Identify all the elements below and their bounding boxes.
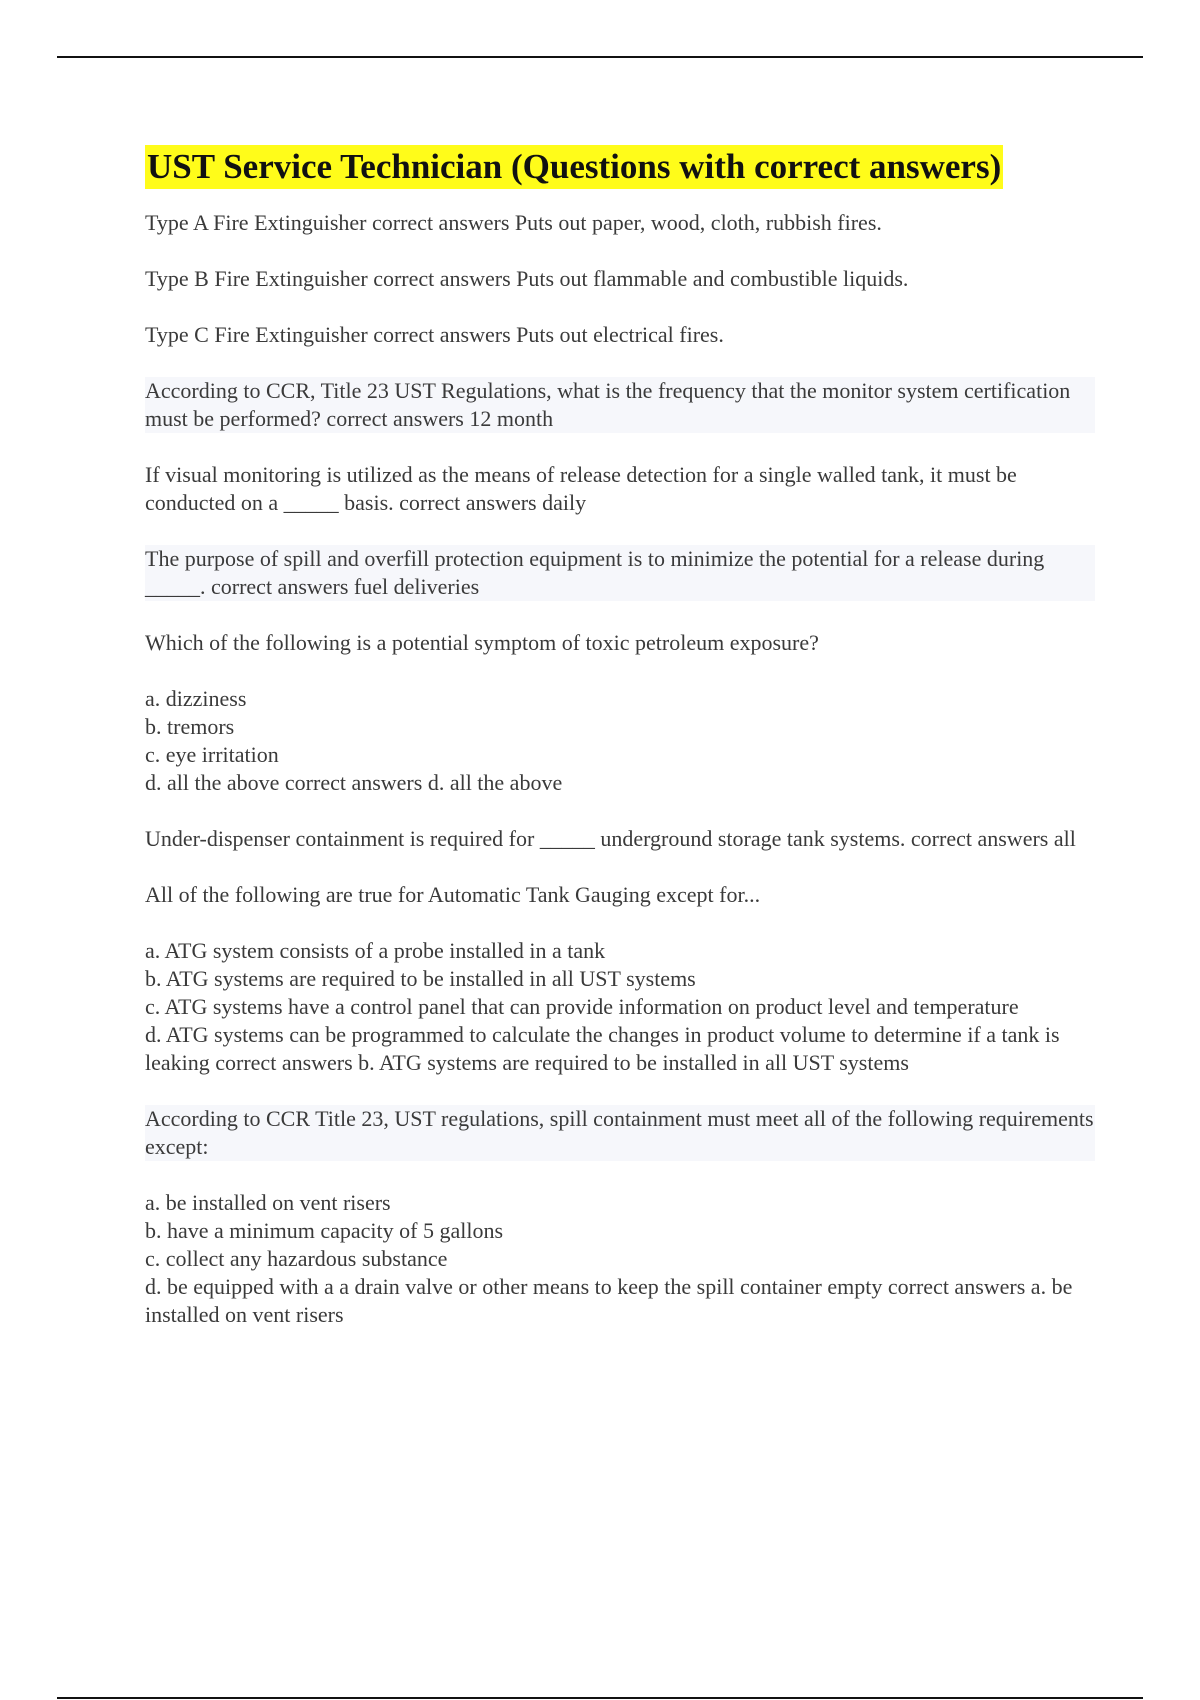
qa-option: c. ATG systems have a control panel that can provide information on product level and temperature xyxy=(145,994,1019,1019)
qa-text: The purpose of spill and overfill protection equipment is to minimize the potential for a release during _____. correct answers fuel deliveries xyxy=(145,545,1095,601)
qa-option: d. be equipped with a a drain valve or other means to keep the spill container empty correct answers a. be installed on vent risers xyxy=(145,1274,1073,1327)
qa-item-7 xyxy=(145,629,1095,797)
qa-question: Which of the following is a potential symptom of toxic petroleum exposure? xyxy=(145,630,819,655)
footer-rule xyxy=(57,1697,1143,1699)
qa-question: According to CCR Title 23, UST regulations, spill containment must meet all of the following requirements except: xyxy=(145,1106,1094,1159)
qa-text: Type A Fire Extinguisher correct answers Puts out paper, wood, cloth, rubbish fires. xyxy=(145,210,882,235)
qa-option: c. eye irritation xyxy=(145,742,279,767)
qa-item-8 xyxy=(145,825,1095,853)
qa-option: b. have a minimum capacity of 5 gallons xyxy=(145,1218,504,1243)
qa-item-3 xyxy=(145,321,1095,349)
qa-item-4 xyxy=(145,377,1095,433)
qa-option: a. be installed on vent risers xyxy=(145,1190,391,1215)
qa-text: Type B Fire Extinguisher correct answers Puts out flammable and combustible liquids. xyxy=(145,266,909,291)
qa-option: b. tremors xyxy=(145,714,235,739)
qa-item-5 xyxy=(145,461,1095,517)
qa-item-6 xyxy=(145,545,1095,601)
qa-option: b. ATG systems are required to be installed in all UST systems xyxy=(145,966,696,991)
document-body xyxy=(145,145,1095,1357)
qa-option: d. ATG systems can be programmed to calculate the changes in product volume to determine if a tank is leaking correct answers b. ATG systems are required to be installed in all UST systems xyxy=(145,1022,1060,1075)
qa-item-2 xyxy=(145,265,1095,293)
header-rule xyxy=(57,56,1143,58)
qa-text: If visual monitoring is utilized as the means of release detection for a single walled tank, it must be conducted on a _____ basis. correct answers daily xyxy=(145,462,1017,515)
document-title: UST Service Technician (Questions with correct answers) xyxy=(145,145,1003,189)
qa-option: a. dizziness xyxy=(145,686,247,711)
qa-question: All of the following are true for Automatic Tank Gauging except for... xyxy=(145,882,761,907)
qa-item-10 xyxy=(145,1105,1095,1329)
qa-option: a. ATG system consists of a probe installed in a tank xyxy=(145,938,606,963)
qa-text: Type C Fire Extinguisher correct answers Puts out electrical fires. xyxy=(145,322,724,347)
qa-option: c. collect any hazardous substance xyxy=(145,1246,448,1271)
qa-text: Under-dispenser containment is required for _____ underground storage tank systems. correct answers all xyxy=(145,826,1076,851)
qa-item-1 xyxy=(145,209,1095,237)
qa-option: d. all the above correct answers d. all the above xyxy=(145,770,563,795)
qa-item-9 xyxy=(145,881,1095,1077)
qa-text: According to CCR, Title 23 UST Regulations, what is the frequency that the monitor system certification must be performed? correct answers 12 month xyxy=(145,377,1095,433)
